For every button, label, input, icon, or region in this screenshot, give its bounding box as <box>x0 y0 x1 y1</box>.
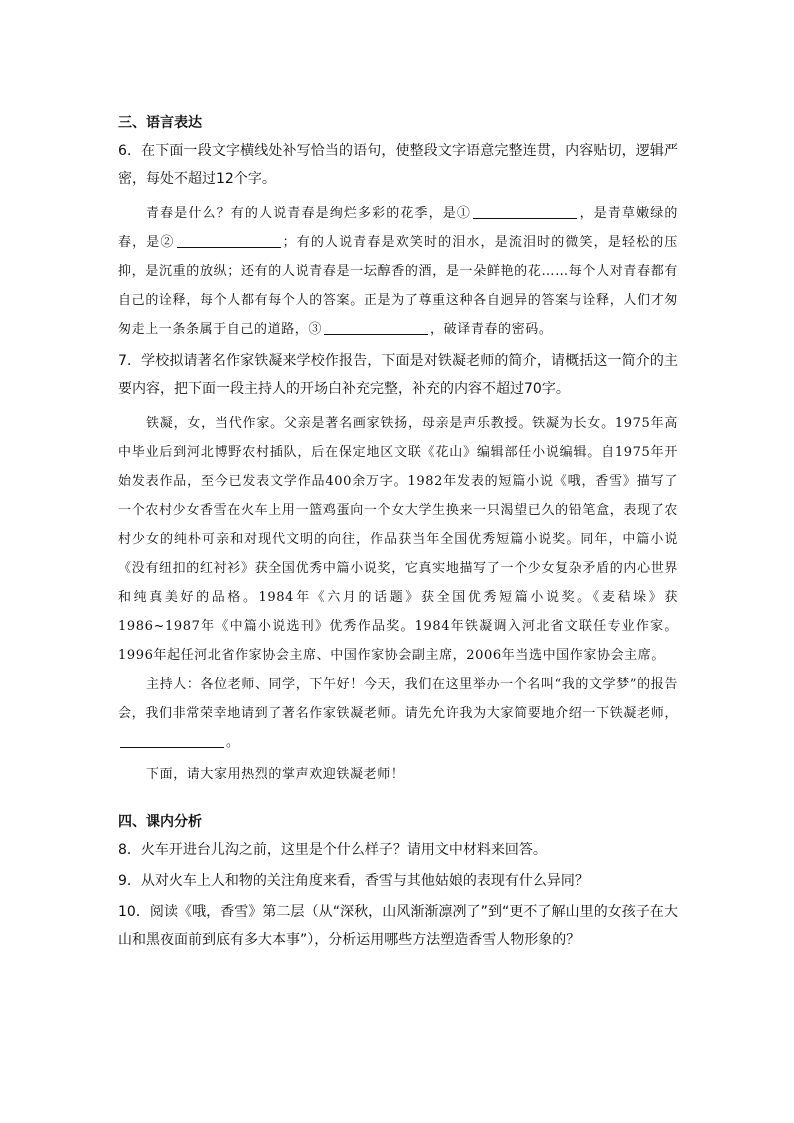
host-text-part-1: 主持人：各位老师、同学，下午好！今天，我们在这里举办一个名叫“我的文学梦”的报告会，我们非常荣幸地请到了著名作家铁凝老师。请先允许我为大家简要地介绍一下铁凝老师， <box>118 677 678 721</box>
answer-blank-3[interactable] <box>324 320 428 335</box>
passage-text-part-2: ，是青草嫩绿的春，是② <box>118 206 678 250</box>
answer-blank-host[interactable] <box>120 733 224 748</box>
section-title-in-class-analysis: 四、课内分析 <box>118 814 202 830</box>
question-7-prompt: 7．学校拟请著名作家铁凝来学校作报告，下面是对铁凝老师的简介，请概括这一简介的主要内容，把下面一段主持人的开场白补充完整，补充的内容不超过70字。 <box>118 353 678 397</box>
worksheet-page <box>118 112 678 954</box>
section-title-language-expression: 三、语言表达 <box>118 115 202 131</box>
answer-blank-2[interactable] <box>177 233 281 248</box>
host-closing-remarks: 下面，请大家用热烈的掌声欢迎铁凝老师！ <box>146 767 405 782</box>
passage-text-part-4: ，破译青春的密码。 <box>430 322 553 337</box>
tie-ning-biography: 铁凝，女，当代作家。父亲是著名画家铁扬，母亲是声乐教授。铁凝为长女。1975年高中毕业后到河北博野农村插队，后在保定地区文联《花山》编辑部任小说编辑。自1975年开始发表作品，至今已发表文学作品400余万字。1982年发表的短篇小说《哦，香雪》描写了一个农村少女香雪在火车上用一篮鸡蛋向一个女大学生换来一只渴望已久的铅笔盒，表现了农村少女的纯朴可亲和对现代文明的向往，作品获当年全国优秀短篇小说奖。同年，中篇小说《没有纽扣的红衬衫》获全国优秀中篇小说奖，它真实地描写了一个少女复杂矛盾的内心世界和纯真美好的品格。1984年《六月的话题》获全国优秀短篇小说奖。《麦秸垛》获1986~1987年《中篇小说选刊》优秀作品奖。1984年铁凝调入河北省文联任专业作家。1996年起任河北省作家协会主席、中国作家协会副主席，2006年当选中国作家协会主席。 <box>118 416 678 663</box>
question-9-prompt: 9．从对火车上人和物的关注角度来看，香雪与其他姑娘的表现有什么异同？ <box>118 873 589 889</box>
question-6-passage <box>118 199 678 344</box>
answer-blank-1[interactable] <box>473 204 577 219</box>
host-opening-remarks <box>118 670 678 757</box>
question-10-prompt: 10．阅读《哦，香雪》第二层（从“深秋，山风渐渐凛冽了”到“更不了解山里的女孩子在大山和黑夜面前到底有多大本事”），分析运用哪些方法塑造香雪人物形象的？ <box>118 904 678 948</box>
question-6-prompt: 6．在下面一段文字横线处补写恰当的语句，使整段文字语意完整连贯，内容贴切，逻辑严密，每处不超过12个字。 <box>118 143 678 187</box>
question-8-prompt: 8．火车开进台儿沟之前，这里是个什么样子？请用文中材料来回答。 <box>118 842 547 858</box>
passage-text-part-3: ；有的人说青春是欢笑时的泪水，是流泪时的微笑，是轻松的压抑，是沉重的放纵；还有的人说青春是一坛醇香的酒，是一朵鲜艳的花……每个人对青春都有自己的诠释，每个人都有每个人的答案。正是为了尊重这种各自迥异的答案与诠释，人们才匆匆走上一条条属于自己的道路，③ <box>118 235 678 337</box>
passage-text-part-1: 青春是什么？有的人说青春是绚烂多彩的花季，是① <box>146 206 472 221</box>
host-text-part-2: 。 <box>226 735 240 750</box>
